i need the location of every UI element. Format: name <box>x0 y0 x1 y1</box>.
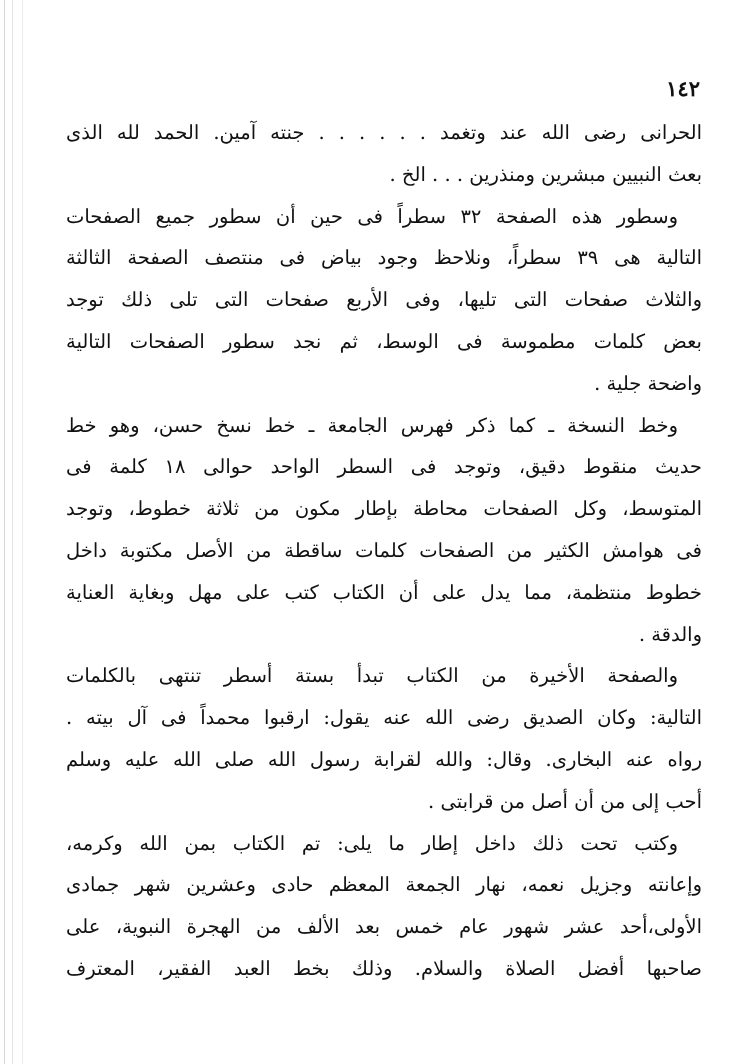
text-line: التالية هى ٣٩ سطراً، ونلاحظ وجود بياض فى منتصف الصفحة الثالثة <box>66 246 702 270</box>
text-line: بعث النبيين مبشرين ومنذرين . . . الخ . <box>389 162 702 186</box>
text-line: واضحة جلية . <box>594 371 702 395</box>
binding-gutter-line <box>4 0 5 1064</box>
text-line: صاحبها أفضل الصلاة والسلام. وذلك بخط العبد الفقير، المعترف <box>66 956 702 980</box>
text-line: والدقة . <box>638 622 702 646</box>
text-line: والصفحة الأخيرة من الكتاب تبدأ بستة أسطر تنتهى بالكلمات <box>66 664 678 688</box>
text-line: التالية: وكان الصديق رضى الله عنه يقول: ارقبوا محمداً فى آل بيته . <box>66 706 702 730</box>
text-line: وسطور هذه الصفحة ٣٢ سطراً فى حين أن سطور جميع الصفحات <box>66 204 678 228</box>
text-line: أحب إلى من أن أصل من قرابتى . <box>428 789 702 813</box>
binding-gutter-line <box>12 0 13 1064</box>
text-line: والثلاث صفحات التى تليها، وفى الأربع صفحات التى تلى ذلك توجد <box>66 288 702 312</box>
text-line: حديث منقوط دقيق، وتوجد فى السطر الواحد حوالى ١٨ كلمة فى <box>66 455 702 479</box>
text-line: الأولى،أحد عشر شهور عام خمس بعد الألف من الهجرة النبوية، على <box>66 915 702 939</box>
binding-gutter-line <box>22 0 23 1064</box>
text-line: خطوط منتظمة، مما يدل على أن الكتاب كتب على مهل وبغاية العناية <box>66 580 702 604</box>
text-line: وكتب تحت ذلك داخل إطار ما يلى: تم الكتاب بمن الله وكرمه، <box>66 831 678 855</box>
page-number: ١٤٢ <box>666 76 700 101</box>
text-line: رواه عنه البخارى. وقال: والله لقرابة رسول الله صلى الله عليه وسلم <box>66 747 702 771</box>
text-line: وخط النسخة ـ كما ذكر فهرس الجامعة ـ خط نسخ حسن، وهو خط <box>66 413 678 437</box>
body-text <box>66 112 702 990</box>
text-line: الحرانى رضى الله عند وتغمد . . . . . . جنته آمين. الحمد لله الذى <box>66 121 702 144</box>
text-line: وإعانته وجزيل نعمه، نهار الجمعة المعظم حادى وعشرين شهر جمادى <box>66 873 702 897</box>
text-line: فى هوامش الكثير من الصفحات كلمات ساقطة من الأصل مكتوبة داخل <box>66 538 702 562</box>
text-line: المتوسط، وكل الصفحات محاطة بإطار مكون من ثلاثة خطوط، وتوجد <box>66 497 702 521</box>
text-line: بعض كلمات مطموسة فى الوسط، ثم نجد سطور الصفحات التالية <box>66 329 702 353</box>
